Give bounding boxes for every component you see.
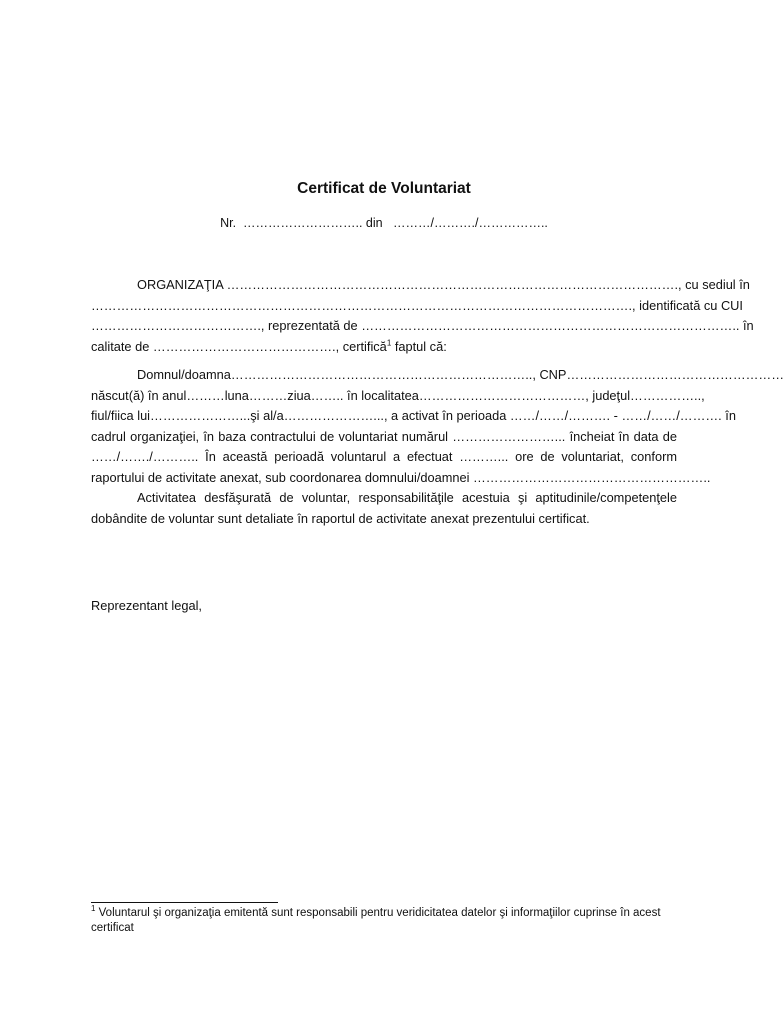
footnote bbox=[91, 906, 671, 936]
organization-line-4-tail: faptul că: bbox=[391, 338, 447, 354]
organization-line-1: ORGANIZAŢIA ……………………………………………………………………………………………., cu sediul în bbox=[137, 277, 750, 292]
certificate-number-date-line: Nr. ……………………….. din ………/………./…………….. bbox=[220, 216, 548, 230]
document-title: Certificat de Voluntariat bbox=[297, 180, 471, 197]
volunteer-line-1: Domnul/doamna…………………………………………………………….., CNP…………………………………………… bbox=[137, 367, 784, 382]
volunteer-line-3: fiul/fiica lui…………………...şi al/a…………………..., a activat în perioada ……/……/………. - ……/……/………. în bbox=[91, 408, 736, 424]
legal-representative-label: Reprezentant legal, bbox=[91, 598, 202, 613]
footnote-text: Voluntarul şi organizaţia emitentă sunt responsabili pentru veridicitatea datelor şi informaţiilor cuprinse în acest certificat bbox=[91, 907, 661, 934]
organization-line-4-text: calitate de ……………………………………., certifică bbox=[91, 338, 387, 354]
activity-paragraph bbox=[91, 488, 677, 529]
volunteer-paragraph bbox=[91, 365, 784, 489]
activity-line-2: dobândite de voluntar sunt detaliate în raportul de activitate anexat prezentului certificat. bbox=[91, 510, 590, 526]
footnote-reference: 1 bbox=[386, 338, 392, 348]
organization-line-4 bbox=[91, 337, 677, 358]
volunteer-line-2: născut(ă) în anul………luna………ziua…….. în localitatea…………………………………, judeţul…………….., bbox=[91, 387, 705, 403]
volunteer-line-5: ……/……./……….. În această perioadă voluntarul a efectuat ………... ore de voluntariat, conform bbox=[91, 449, 677, 465]
volunteer-line-6: raportului de activitate anexat, sub coordonarea domnului/doamnei ……………………………………………….. bbox=[91, 469, 711, 485]
footnote-separator bbox=[91, 902, 278, 903]
footnote-number: 1 bbox=[91, 904, 96, 914]
organization-line-2: ………………………………………………………………………………………………………………., identificată cu CUI bbox=[91, 297, 743, 313]
volunteer-line-4: cadrul organizaţiei, în baza contractului de voluntariat numărul ……………………... încheiat în data de bbox=[91, 428, 677, 444]
organization-paragraph bbox=[91, 275, 754, 357]
organization-line-3: …………………………………., reprezentată de …………………………………………………………………………….. în bbox=[91, 318, 754, 334]
activity-line-1: Activitatea desfăşurată de voluntar, responsabilităţile acestuia şi aptitudinile/competenţele bbox=[137, 490, 677, 505]
